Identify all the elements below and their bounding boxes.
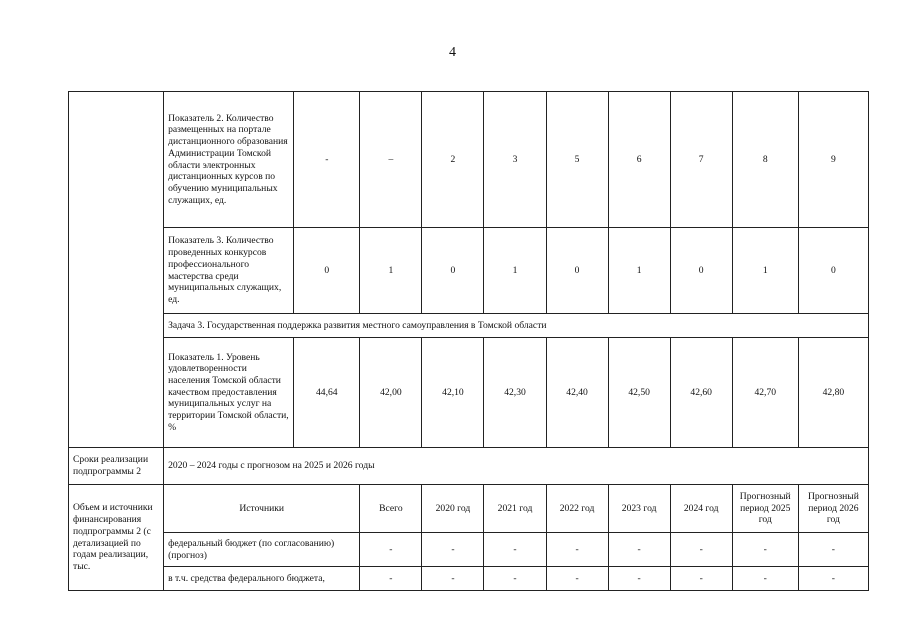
financing-row-label: федеральный бюджет (по согласованию) (прогноз) [164,533,360,567]
task-3-indicator-1-value: 42,00 [360,338,422,448]
financing-value: - [360,567,422,591]
indicator-3-value: 0 [422,228,484,314]
task-3-indicator-1-value: 42,30 [484,338,546,448]
table-row [69,533,869,567]
task-3-indicator-1-value: 42,80 [798,338,868,448]
indicator-2-value: - [294,92,360,228]
financing-value: - [546,533,608,567]
task-3-indicator-1-label: Показатель 1. Уровень удовлетворенности населения Томской области качеством предоставления муниципальных услуг на территории Томской области, % [164,338,294,448]
indicator-2-value: 7 [670,92,732,228]
terms-value: 2020 – 2024 годы с прогнозом на 2025 и 2026 годы [164,448,869,485]
financing-header-sources: Источники [164,485,360,533]
task-3-indicator-1-value: 42,40 [546,338,608,448]
indicator-3-value: 1 [608,228,670,314]
financing-value: - [422,567,484,591]
financing-value: - [732,567,798,591]
financing-header: 2023 год [608,485,670,533]
financing-value: - [484,533,546,567]
terms-label: Сроки реализации подпрограммы 2 [69,448,164,485]
financing-header: Прогнозный период 2026 год [798,485,868,533]
indicator-3-value: 0 [670,228,732,314]
financing-value: - [798,567,868,591]
subprogram-passport-table [68,91,869,591]
task-3-title: Задача 3. Государственная поддержка развития местного самоуправления в Томской области [164,314,869,338]
financing-value: - [798,533,868,567]
indicator-3-label: Показатель 3. Количество проведенных конкурсов профессионального мастерства среди муниципальных служащих, ед. [164,228,294,314]
task-3-indicator-1-value: 42,10 [422,338,484,448]
indicator-2-value: 5 [546,92,608,228]
financing-value: - [670,567,732,591]
financing-value: - [484,567,546,591]
indicator-2-value: 8 [732,92,798,228]
indicator-2-value: 9 [798,92,868,228]
empty-label-cell [69,92,164,448]
financing-value: - [546,567,608,591]
financing-value: - [608,567,670,591]
task-3-indicator-1-value: 42,50 [608,338,670,448]
financing-value: - [732,533,798,567]
indicator-2-value: 3 [484,92,546,228]
table-row [69,314,869,338]
table-row [69,567,869,591]
financing-value: - [422,533,484,567]
table-row [69,338,869,448]
financing-header: 2021 год [484,485,546,533]
table-row [69,485,869,533]
indicator-3-value: 0 [798,228,868,314]
indicator-3-value: 0 [546,228,608,314]
task-3-indicator-1-value: 42,60 [670,338,732,448]
table-row [69,92,869,228]
financing-header: 2024 год [670,485,732,533]
indicator-3-value: 1 [360,228,422,314]
indicator-3-value: 1 [732,228,798,314]
indicator-2-label: Показатель 2. Количество размещенных на портале дистанционного образования Администрации Томской области электронных дистанционных курсов по обучению муниципальных служащих, ед. [164,92,294,228]
financing-label: Объем и источники финансирования подпрограммы 2 (с детализацией по годам реализации, тыс. [69,485,164,591]
financing-value: - [360,533,422,567]
task-3-indicator-1-value: 42,70 [732,338,798,448]
indicator-3-value: 0 [294,228,360,314]
financing-row-label: в т.ч. средства федерального бюджета, [164,567,360,591]
indicator-2-value: 2 [422,92,484,228]
financing-header: 2020 год [422,485,484,533]
table-row [69,228,869,314]
indicator-2-value: 6 [608,92,670,228]
financing-header: Всего [360,485,422,533]
task-3-indicator-1-value: 44,64 [294,338,360,448]
financing-value: - [670,533,732,567]
indicator-2-value: – [360,92,422,228]
indicator-3-value: 1 [484,228,546,314]
financing-header: Прогнозный период 2025 год [732,485,798,533]
page-number: 4 [449,45,456,60]
financing-value: - [608,533,670,567]
financing-header: 2022 год [546,485,608,533]
table-row [69,448,869,485]
